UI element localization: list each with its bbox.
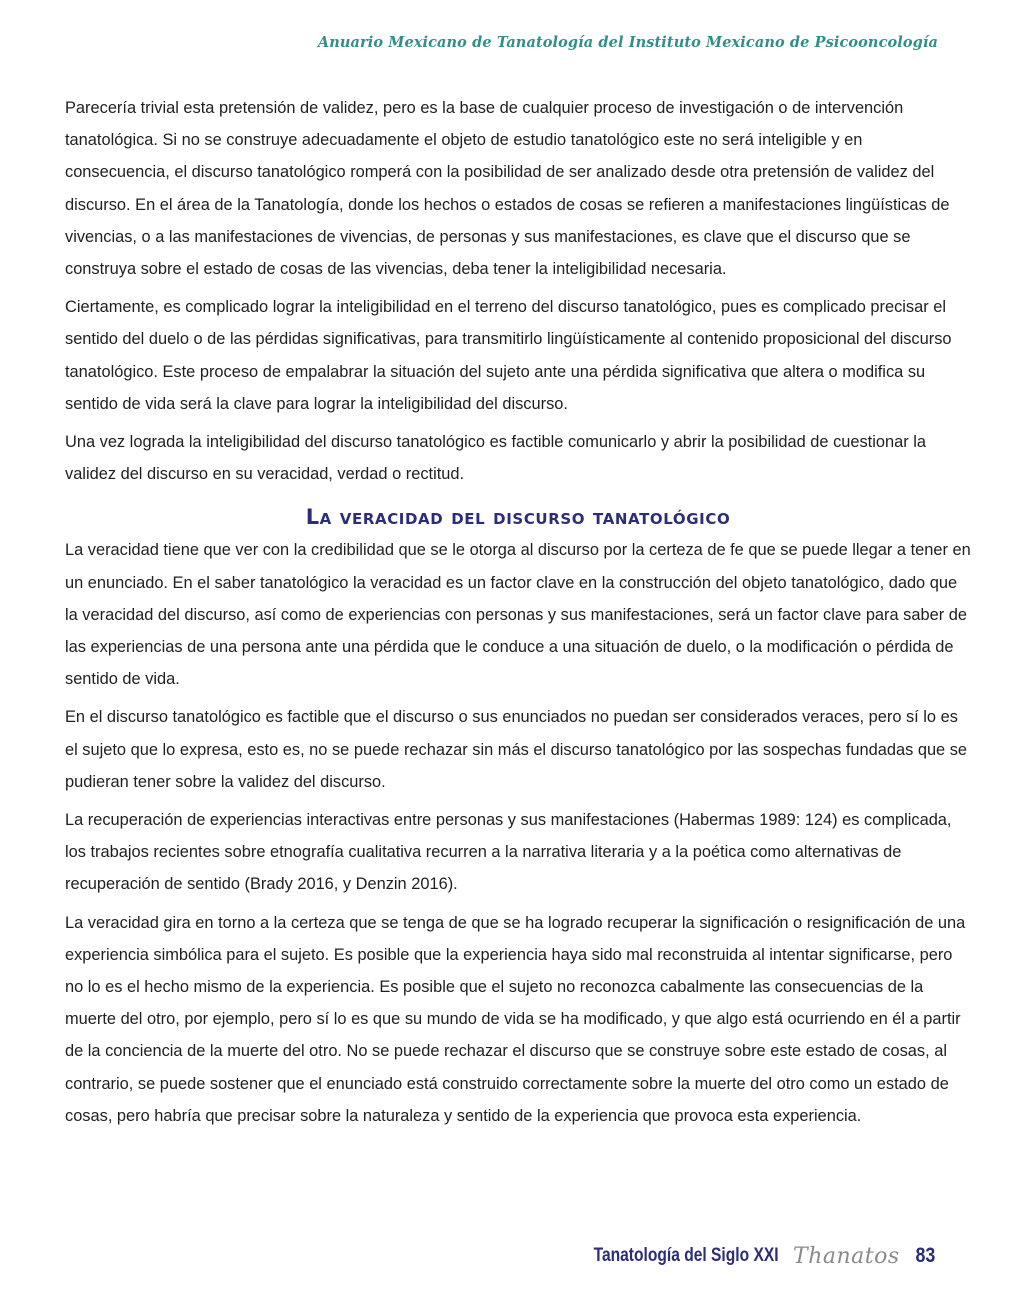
thanatos-logo: Thanatos bbox=[793, 1243, 900, 1269]
footer-journal-name: Tanatología del Siglo XXI bbox=[594, 1245, 780, 1266]
paragraph-1: Parecería trivial esta pretensión de validez, pero es la base de cualquier proceso de investigación o de intervención tanatológica. Si no se construye adecuadamente el objeto de estudio tanatológico este no será inteligible y en consecuencia, el discurso tanatológico romperá con la posibilidad de ser analizado desde otra pretensión de validez del discurso. En el área de la Tanatología, donde los hechos o estados de cosas se refieren a manifestaciones lingüísticas de vivencias, o a las manifestaciones de vivencias, de personas y sus manifestaciones, es clave que el discurso que se construya sobre el estado de cosas de las vivencias, deba tener la inteligibilidad necesaria. bbox=[65, 99, 950, 279]
paragraph-4: La veracidad tiene que ver con la credibilidad que se le otorga al discurso por la certeza de fe que se puede llegar a tener en un enunciado. En el saber tanatológico la veracidad es un factor clave en la construcción del objeto tanatológico, dado que la veracidad del discurso, así como de experiencias con personas y sus manifestaciones, será un factor clave para saber de las experiencias de una persona ante una pérdida que le conduce a una situación de duelo, o la modificación o pérdida de sentido de vida. bbox=[65, 541, 971, 689]
paragraph-2: Ciertamente, es complicado lograr la inteligibilidad en el terreno del discurso tanatológico, pues es complicado precisar el sentido del duelo o de las pérdidas significativas, para transmitirlo lingüísticamente al contenido proposicional del discurso tanatológico. Este proceso de empalabrar la situación del sujeto ante una pérdida significativa que altera o modifica su sentido de vida será la clave para lograr la inteligibilidad del discurso. bbox=[65, 298, 952, 413]
page-footer bbox=[553, 1238, 935, 1274]
article-body bbox=[65, 92, 971, 1138]
paragraph-5: En el discurso tanatológico es factible que el discurso o sus enunciados no puedan ser considerados veraces, pero sí lo es el sujeto que lo expresa, esto es, no se puede rechazar sin más el discurso tanatológico por las sospechas fundadas que se pudieran tener sobre la validez del discurso. bbox=[65, 708, 968, 791]
paragraph-6: La recuperación de experiencias interactivas entre personas y sus manifestaciones (Habermas 1989: 124) es complicada, los trabajos recientes sobre etnografía cualitativa recurren a la narrativa literaria y a la poética como alternativas de recuperación de sentido (Brady 2016, y Denzin 2016). bbox=[65, 811, 952, 894]
page-number: 83 bbox=[915, 1244, 935, 1267]
paragraph-3: Una vez lograda la inteligibilidad del discurso tanatológico es factible comunicarlo y abrir la posibilidad de cuestionar la validez del discurso en su veracidad, verdad o rectitud. bbox=[65, 433, 926, 484]
section-heading: La veracidad del discurso tanatológico bbox=[305, 505, 731, 530]
running-header: Anuario Mexicano de Tanatología del Instituto Mexicano de Psicooncología bbox=[317, 34, 938, 51]
paragraph-7: La veracidad gira en torno a la certeza que se tenga de que se ha logrado recuperar la significación o resignificación de una experiencia simbólica para el sujeto. Es posible que la experiencia haya sido mal reconstruida al intentar significarse, pero no lo es el hecho mismo de la experiencia. Es posible que el sujeto no reconozca cabalmente las consecuencias de la muerte del otro, por ejemplo, pero sí lo es que su mundo de vida se ha modificado, y que algo está ocurriendo en él a partir de la conciencia de la muerte del otro. No se puede rechazar el discurso que se construye sobre este estado de cosas, al contrario, se puede sostener que el enunciado está construido correctamente sobre la muerte del otro como un estado de cosas, pero habría que precisar sobre la naturaleza y sentido de la experiencia que provoca esta experiencia. bbox=[65, 913, 966, 1125]
